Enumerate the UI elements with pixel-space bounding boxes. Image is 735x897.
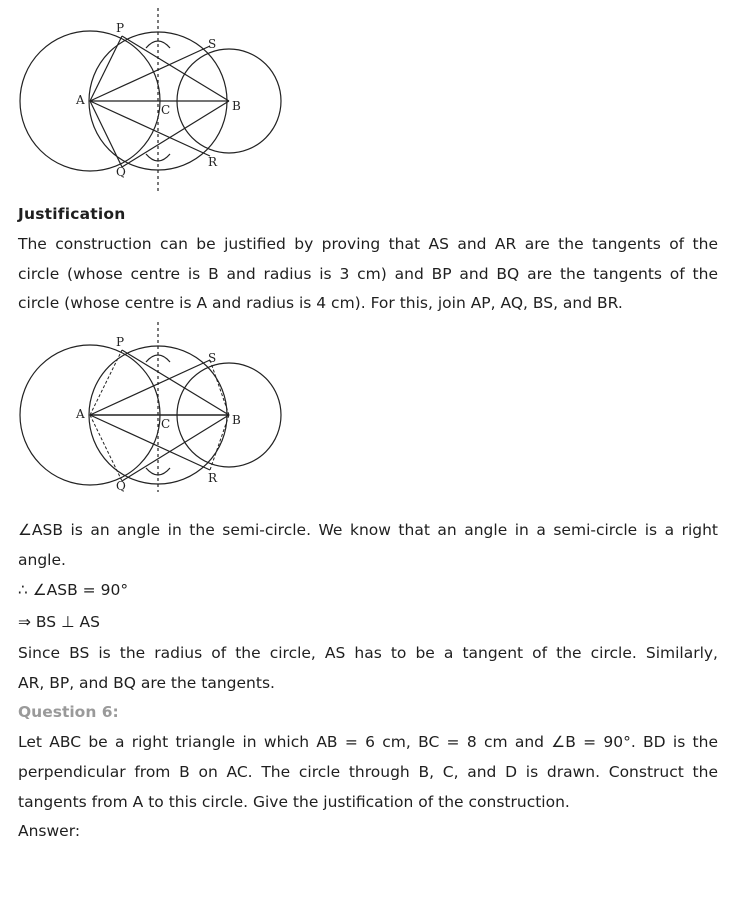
label-A: A bbox=[76, 93, 85, 107]
proof-line: Since BS is the radius of the circle, AS has to be a tangent of the circle. Similarly, bbox=[18, 644, 718, 662]
label-C: C bbox=[161, 103, 171, 117]
label-C: C bbox=[161, 417, 171, 431]
label-R: R bbox=[208, 155, 218, 169]
construction-diagram-1 bbox=[14, 6, 294, 196]
label-B: B bbox=[232, 99, 241, 113]
question-line: Let ABC be a right triangle in which AB = 6 cm, BC = 8 cm and ∠B = 90°. BD is the bbox=[18, 733, 718, 751]
label-P: P bbox=[116, 335, 125, 349]
label-Q: Q bbox=[116, 479, 126, 493]
question-line: tangents from A to this circle. Give the justification of the construction. bbox=[18, 793, 570, 811]
proof-line: ∴ ∠ASB = 90° bbox=[18, 581, 129, 599]
construction-diagram-2 bbox=[14, 320, 294, 495]
label-R: R bbox=[208, 471, 218, 485]
question-line: perpendicular from B on AC. The circle through B, C, and D is drawn. Construct the bbox=[18, 763, 718, 781]
line-AP bbox=[90, 36, 122, 101]
label-S: S bbox=[208, 351, 217, 365]
construction-figure-2 bbox=[14, 320, 294, 495]
label-B: B bbox=[232, 413, 241, 427]
label-Q: Q bbox=[116, 165, 126, 179]
justification-heading: Justification bbox=[18, 205, 126, 223]
dashed-AP bbox=[90, 350, 122, 415]
question-heading: Question 6: bbox=[18, 703, 119, 721]
label-S: S bbox=[208, 37, 217, 51]
proof-line: angle. bbox=[18, 551, 66, 569]
label-P: P bbox=[116, 21, 125, 35]
answer-label: Answer: bbox=[18, 822, 81, 840]
justification-line: The construction can be justified by proving that AS and AR are the tangents of the bbox=[18, 235, 718, 253]
proof-line: AR, BP, and BQ are the tangents. bbox=[18, 674, 275, 692]
label-A: A bbox=[76, 407, 85, 421]
construction-figure-1 bbox=[14, 6, 294, 196]
justification-line: circle (whose centre is A and radius is 4 cm). For this, join AP, AQ, BS, and BR. bbox=[18, 294, 623, 312]
dashed-AQ bbox=[90, 415, 122, 481]
justification-line: circle (whose centre is B and radius is 3 cm) and BP and BQ are the tangents of the bbox=[18, 265, 718, 283]
proof-line: ⇒ BS ⊥ AS bbox=[18, 613, 100, 631]
line-AQ bbox=[90, 101, 122, 167]
proof-line: ∠ASB is an angle in the semi-circle. We know that an angle in a semi-circle is a right bbox=[18, 521, 718, 539]
